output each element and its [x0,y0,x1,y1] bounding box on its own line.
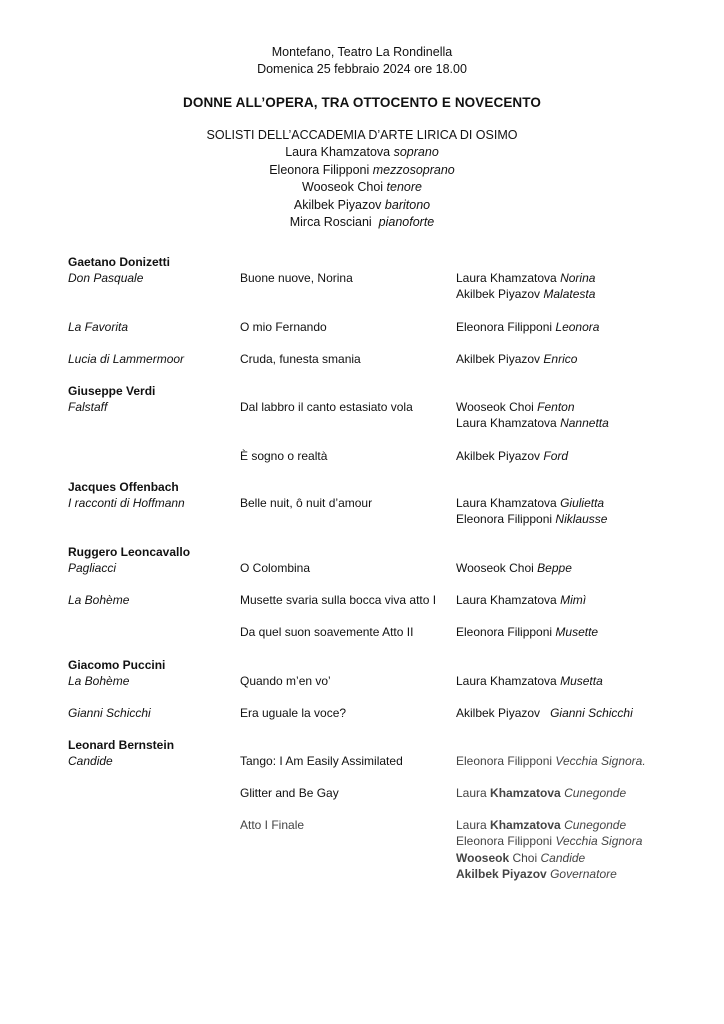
aria-title: È sogno o realtà [240,449,328,463]
performer-line [0,197,724,215]
aria-title: Dal labbro il canto estasiato vola [240,400,413,414]
opera-title: Gianni Schicchi [68,706,151,720]
singer-name: Eleonora Filipponi [456,754,553,768]
aria-title: O Colombina [240,561,311,575]
performer-name: Mirca Rosciani [289,215,372,229]
singer-name: Wooseok Choi [456,561,534,575]
aria-title: Buone nuove, Norina [240,271,353,285]
opera-title: La Bohème [68,593,130,607]
singer-name: Akilbek Piyazov [456,287,541,302]
program-item [68,624,688,657]
composer-name: Giacomo Puccini [68,658,166,672]
singer-name: Eleonora Filipponi [456,320,553,334]
program-item [68,399,688,448]
singer-name: Eleonora Filipponi [456,625,553,639]
singer-role: Candide [540,850,586,865]
singer-last-name: Khamzatova [490,818,561,832]
singer-list [456,495,607,528]
singer-role: Giulietta [560,496,605,510]
singer-role: Vecchia Signora. [555,754,646,768]
performer-name: Laura Khamzatova [285,145,391,159]
opera-title: La Bohème [68,674,130,688]
opera-title: Lucia di Lammermoor [68,352,185,366]
opera-title: La Favorita [68,320,129,334]
singer [456,817,642,833]
singer [456,319,599,335]
singer [456,785,626,801]
singer [456,866,642,882]
program-item [68,351,688,383]
singer [456,495,607,511]
program-item [68,705,688,737]
venue: Montefano, Teatro La Rondinella [271,45,453,59]
singer [456,705,633,721]
singer-role: Leonora [555,320,600,334]
singer-name: Laura Khamzatova [456,674,557,688]
singer-role: Ford [543,449,569,463]
singer-last-name: Filipponi [507,834,553,849]
singer-role: Governatore [550,866,617,881]
singer-name: Laura Khamzatova [456,593,557,607]
performer-name: Wooseok Choi [302,180,384,194]
program-item [68,785,688,817]
opera-title: I racconti di Hoffmann [68,496,185,510]
singer-role: Musette [555,625,599,639]
program-item [68,448,688,479]
singer-role: Gianni Schicchi [550,706,633,720]
singer [456,592,586,608]
singer-last-name: Khamzatova [490,786,561,800]
singer [456,448,568,464]
aria-title: Era uguale la voce? [240,706,347,720]
singer-first-name: Wooseok [456,850,510,865]
singer-name: Eleonora Filipponi [456,512,553,527]
performer-line [0,162,724,180]
singer [456,270,595,286]
singer-name: Akilbek Piyazov [456,352,541,366]
program-item [68,270,688,319]
singer-last-name: Piyazov [502,866,547,881]
singer-role: Niklausse [555,512,608,527]
singer-role: Nannetta [560,416,609,431]
program-item [68,319,688,351]
singer-list [456,399,609,432]
aria-title: Musette svaria sulla bocca viva atto I [240,593,437,607]
opera-title: Pagliacci [68,561,117,575]
singer-name: Akilbek Piyazov [456,449,541,463]
singer [456,415,609,431]
aria-title: Tango: I Am Easily Assimilated [240,754,403,768]
singer-role: Fenton [537,400,575,414]
performer-line [0,179,724,197]
performer-voice: baritono [384,197,431,212]
singer [456,511,607,527]
singer-list [456,270,595,303]
singer-first-name: Laura [456,786,487,800]
composer-name: Ruggero Leoncavallo [68,545,191,559]
composer-name: Jacques Offenbach [68,480,179,494]
program-item [68,592,688,624]
singer-name: Laura Khamzatova [456,496,557,510]
singer-role: Mimì [560,593,587,607]
singer [456,624,598,640]
singer [456,286,595,302]
singer [456,351,577,367]
program-item [68,753,688,785]
singer-role: Vecchia Signora [555,834,643,849]
program-item [68,495,688,544]
concert-title: DONNE ALL’OPERA, TRA OTTOCENTO E NOVECENTO [183,95,541,110]
aria-title: Atto I Finale [240,818,305,832]
singer-list [456,817,642,882]
program-item [68,817,688,887]
singer-first-name: Eleonora [456,834,505,849]
aria-title: Quando m’en vo’ [240,674,331,688]
singer-role: Cunegonde [564,818,627,832]
concert-header [0,44,724,232]
aria-title: O mio Fernando [240,320,327,334]
composer-name: Giuseppe Verdi [68,384,156,398]
singer-role: Musetta [560,674,603,688]
aria-title: Cruda, funesta smania [240,352,361,366]
performer-line [0,214,724,232]
performer-voice: soprano [393,145,439,159]
singer-name: Laura Khamzatova [456,271,557,285]
opera-title: Candide [68,754,113,768]
singer-first-name: Laura [456,818,487,832]
singer-last-name: Choi [512,850,538,865]
performer-name: Eleonora Filipponi [269,162,370,177]
aria-title: Da quel suon soavemente Atto II [240,625,414,639]
singer [456,753,646,769]
singer-role: Beppe [537,561,572,575]
concert-program [68,254,688,887]
performer-voice: pianoforte [378,215,435,229]
performer-line [0,144,724,162]
singer-first-name: Akilbek [456,866,499,881]
singer [456,399,609,415]
singer [456,833,642,849]
singer-role: Enrico [543,352,578,366]
composer-name: Gaetano Donizetti [68,255,171,269]
performer-voice: mezzosoprano [372,162,455,177]
singer-role: Malatesta [543,287,596,302]
aria-title: Glitter and Be Gay [240,786,339,800]
singer [456,850,642,866]
singer-role: Cunegonde [564,786,627,800]
performer-name: Akilbek Piyazov [293,197,382,212]
singer-name: Laura Khamzatova [456,416,557,431]
opera-title: Falstaff [68,400,108,414]
aria-title: Belle nuit, ô nuit d’amour [240,496,373,510]
singer-name: Akilbek Piyazov [456,706,541,720]
singer-name: Wooseok Choi [456,400,534,414]
soloists-heading: SOLISTI DELL’ACCADEMIA D’ARTE LIRICA DI OSIMO [206,128,518,142]
singer-role: Norina [560,271,596,285]
program-item [68,560,688,592]
singer [456,560,572,576]
concert-date: Domenica 25 febbraio 2024 ore 18.00 [257,62,467,76]
performer-voice: tenore [386,180,422,194]
singer [456,673,603,689]
composer-name: Leonard Bernstein [68,738,175,752]
opera-title: Don Pasquale [68,271,144,285]
program-item [68,673,688,705]
